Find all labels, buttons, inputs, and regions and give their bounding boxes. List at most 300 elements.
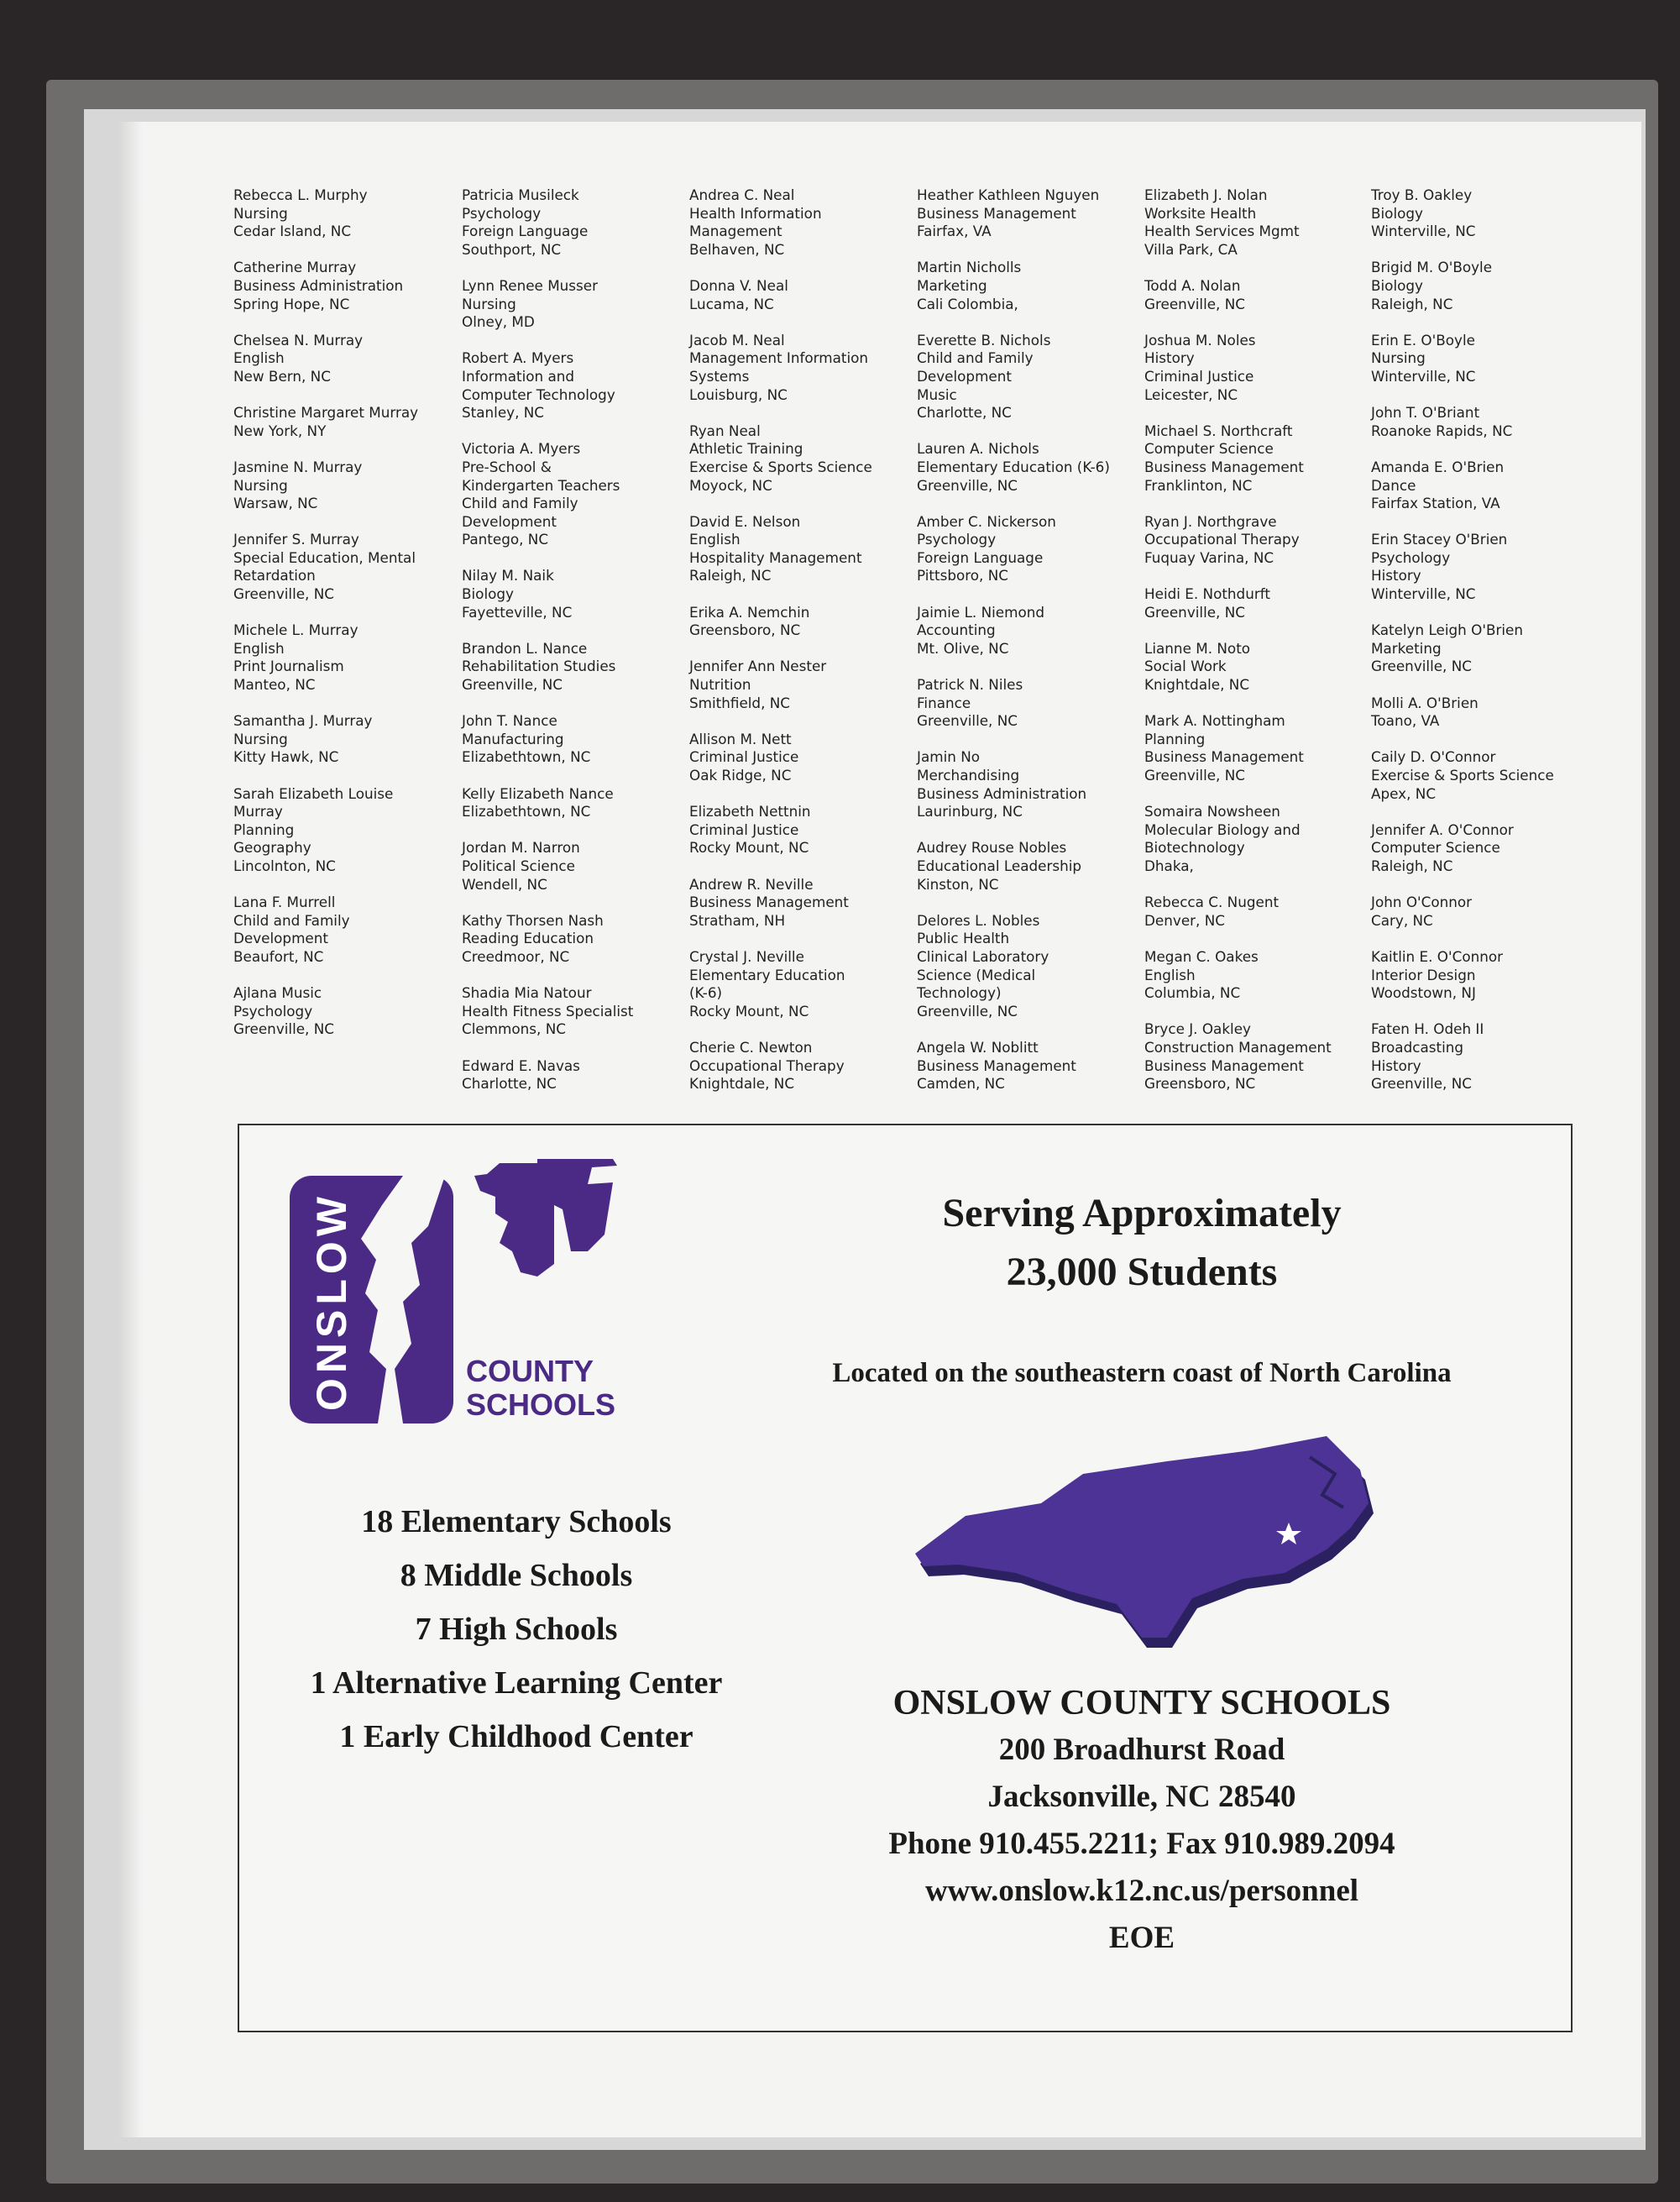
- graduate-name: Rebecca C. Nugent: [1144, 894, 1280, 911]
- graduate-name: Elizabeth J. Nolan: [1144, 186, 1268, 203]
- graduate-entry: [689, 658, 912, 712]
- graduate-detail: Worksite Health: [1144, 204, 1257, 222]
- graduate-detail: Stratham, NH: [689, 911, 786, 929]
- graduate-detail: Manteo, NC: [233, 676, 316, 694]
- graduate-name: Cherie C. Newton: [689, 1038, 813, 1056]
- graduate-detail: Greenville, NC: [1371, 1075, 1473, 1093]
- graduate-entry: [1371, 695, 1594, 731]
- graduate-entry: [1371, 1020, 1594, 1093]
- graduate-entry: [233, 712, 456, 767]
- graduate-detail: Occupational Therapy: [689, 1056, 845, 1074]
- graduate-detail: Finance: [917, 694, 971, 711]
- graduate-entry: [233, 259, 456, 313]
- graduate-entry: [1371, 186, 1594, 241]
- graduate-detail: Greenville, NC: [1144, 603, 1246, 621]
- graduate-name: Mark A. Nottingham: [1144, 712, 1285, 730]
- graduate-detail: Charlotte, NC: [917, 404, 1012, 422]
- graduate-detail: (K-6): [689, 984, 723, 1002]
- graduate-entry: [1371, 259, 1594, 313]
- contact-address: 200 Broadhurst Road: [998, 1733, 1285, 1767]
- contact-phone: Phone 910.455.2211; Fax 910.989.2094: [888, 1827, 1395, 1861]
- graduate-detail: Merchandising: [917, 767, 1020, 784]
- graduate-name: Somaira Nowsheen: [1144, 803, 1280, 821]
- graduate-detail: Nursing: [462, 295, 516, 312]
- graduate-detail: Reading Education: [462, 930, 594, 947]
- graduate-entry: [917, 259, 1139, 313]
- graduate-detail: Moyock, NC: [689, 476, 772, 494]
- graduate-entry: [1371, 404, 1594, 440]
- graduate-detail: Fuquay Varina, NC: [1144, 548, 1274, 566]
- school-count-line: 1 Alternative Learning Center: [310, 1665, 723, 1701]
- graduate-detail: Rocky Mount, NC: [689, 1002, 809, 1020]
- graduate-detail: Science (Medical: [917, 966, 1036, 983]
- graduate-detail: Management Information: [689, 349, 869, 367]
- graduate-entry: [917, 839, 1139, 894]
- graduate-detail: Southport, NC: [462, 240, 562, 258]
- graduate-detail: Marketing: [1371, 639, 1442, 657]
- graduate-name: Jordan M. Narron: [462, 839, 580, 857]
- logo-schools-text: SCHOOLS: [466, 1387, 616, 1422]
- graduate-detail: Health Information: [689, 204, 822, 222]
- graduate-detail: Business Management: [1144, 1056, 1304, 1074]
- graduate-name: Kathy Thorsen Nash: [462, 911, 604, 929]
- graduate-name: Joshua M. Noles: [1144, 331, 1256, 349]
- graduate-detail: Oak Ridge, NC: [689, 767, 792, 784]
- location-text: Located on the southeastern coast of North Carolina: [832, 1358, 1452, 1388]
- graduate-detail: Planning: [233, 821, 295, 838]
- graduate-detail: Lincolnton, NC: [233, 857, 336, 874]
- graduate-entry: [917, 1039, 1139, 1093]
- graduate-entry: [689, 876, 912, 931]
- graduate-detail: English: [233, 639, 285, 657]
- graduate-entry: [917, 676, 1139, 731]
- graduate-detail: Retardation: [233, 567, 316, 585]
- graduate-detail: Greensboro, NC: [1144, 1075, 1256, 1093]
- graduate-name: Samantha J. Murray: [233, 712, 373, 730]
- directory-column: [1144, 186, 1367, 1111]
- graduate-entry: [1371, 948, 1594, 1003]
- graduate-entry: [689, 1039, 912, 1093]
- graduate-entry: [689, 948, 912, 1020]
- graduate-detail: Biology: [1371, 276, 1423, 294]
- graduate-entry: [462, 349, 684, 422]
- graduate-detail: Knightdale, NC: [689, 1075, 795, 1093]
- graduate-detail: Exercise & Sports Science: [1371, 767, 1554, 784]
- graduate-entry: [233, 785, 456, 876]
- graduate-entry: [1144, 1020, 1367, 1093]
- graduate-entry: [1144, 948, 1367, 1003]
- graduate-name: Michele L. Murray: [233, 621, 359, 639]
- graduate-detail: Health Services Mgmt: [1144, 223, 1300, 240]
- graduate-name: Shadia Mia Natour: [462, 984, 592, 1002]
- graduate-entry: [462, 567, 684, 621]
- graduate-detail: Greensboro, NC: [689, 621, 801, 639]
- graduate-detail: History: [1371, 567, 1421, 585]
- graduate-detail: Business Management: [917, 204, 1076, 222]
- graduate-entry: [1371, 459, 1594, 513]
- graduate-entry: [233, 404, 456, 440]
- gutter-shadow: [118, 122, 143, 2137]
- graduate-detail: Fairfax Station, VA: [1371, 495, 1500, 512]
- graduate-name: Victoria A. Myers: [462, 440, 581, 458]
- graduate-detail: Laurinburg, NC: [917, 803, 1023, 821]
- graduate-name: Lauren A. Nichols: [917, 440, 1039, 458]
- graduate-entry: [1371, 531, 1594, 603]
- graduate-detail: Creedmoor, NC: [462, 947, 570, 965]
- graduate-detail: Foreign Language: [462, 223, 589, 240]
- graduate-detail: Special Education, Mental: [233, 548, 416, 566]
- graduate-entry: [233, 894, 456, 966]
- graduate-detail: Criminal Justice: [689, 748, 799, 766]
- graduate-detail: Toano, VA: [1371, 712, 1440, 730]
- graduate-detail: Pre-School &: [462, 458, 552, 475]
- graduate-name: Amanda E. O'Brien: [1371, 458, 1505, 475]
- graduate-detail: Beaufort, NC: [233, 947, 324, 965]
- graduate-entry: [917, 748, 1139, 821]
- graduate-detail: Development: [917, 367, 1012, 385]
- graduate-entry: [233, 984, 456, 1039]
- graduate-detail: Murray: [233, 803, 283, 821]
- graduate-entry: [1144, 640, 1367, 695]
- graduate-detail: Marketing: [917, 276, 987, 294]
- graduate-detail: Criminal Justice: [1144, 367, 1254, 385]
- graduate-detail: Mt. Olive, NC: [917, 639, 1009, 657]
- graduate-detail: Winterville, NC: [1371, 223, 1476, 240]
- graduate-detail: Fairfax, VA: [917, 223, 992, 240]
- graduate-detail: Greenville, NC: [1144, 767, 1246, 784]
- graduate-entry: [689, 731, 912, 785]
- graduate-name: Allison M. Nett: [689, 730, 792, 747]
- graduate-detail: Winterville, NC: [1371, 367, 1476, 385]
- graduate-entry: [689, 186, 912, 259]
- graduate-detail: Nursing: [1371, 349, 1426, 367]
- graduate-detail: Greenville, NC: [917, 712, 1018, 730]
- graduate-name: Patrick N. Niles: [917, 676, 1023, 694]
- directory-column: [1371, 186, 1594, 1111]
- graduate-detail: Cali Colombia,: [917, 295, 1018, 312]
- graduate-name: Erin Stacey O'Brien: [1371, 531, 1508, 548]
- graduate-detail: Greenville, NC: [917, 476, 1018, 494]
- graduate-detail: Leicester, NC: [1144, 385, 1238, 403]
- contact-city: Jacksonville, NC 28540: [987, 1780, 1296, 1814]
- graduate-entry: [917, 186, 1139, 241]
- graduate-entry: [689, 422, 912, 495]
- graduate-entry: [233, 531, 456, 603]
- graduate-detail: Woodstown, NJ: [1371, 984, 1476, 1002]
- graduate-entry: [1371, 332, 1594, 386]
- directory-column: [233, 186, 456, 1057]
- graduate-detail: Belhaven, NC: [689, 240, 785, 258]
- graduate-name: Molli A. O'Brien: [1371, 694, 1479, 711]
- headline-line: Serving Approximately: [942, 1191, 1342, 1235]
- graduate-detail: Hospitality Management: [689, 548, 862, 566]
- graduate-detail: Nursing: [233, 476, 288, 494]
- graduate-entry: [1144, 422, 1367, 495]
- graduate-detail: Charlotte, NC: [462, 1075, 557, 1093]
- graduate-detail: Greenville, NC: [1144, 295, 1246, 312]
- graduate-detail: Elizabethtown, NC: [462, 748, 591, 766]
- graduate-detail: History: [1371, 1056, 1421, 1074]
- graduate-detail: Kitty Hawk, NC: [233, 748, 339, 766]
- graduate-detail: Camden, NC: [917, 1075, 1005, 1093]
- directory-column: [689, 186, 912, 1111]
- graduate-entry: [917, 513, 1139, 585]
- graduate-detail: Dance: [1371, 476, 1416, 494]
- contact-name: ONSLOW COUNTY SCHOOLS: [892, 1684, 1391, 1722]
- graduate-detail: Elizabethtown, NC: [462, 803, 591, 821]
- onslow-logo: [285, 1159, 638, 1428]
- graduate-detail: Biotechnology: [1144, 839, 1245, 857]
- onslow-county-schools-ad: [238, 1124, 1573, 2032]
- graduate-name: Kaitlin E. O'Connor: [1371, 947, 1504, 965]
- school-counts: [239, 1495, 793, 1764]
- graduate-detail: Foreign Language: [917, 548, 1044, 566]
- graduate-detail: Kinston, NC: [917, 875, 999, 893]
- graduate-name: Jennifer Ann Nester: [689, 658, 827, 675]
- graduate-name: Christine Margaret Murray: [233, 404, 419, 422]
- graduate-detail: Child and Family: [917, 349, 1034, 367]
- graduate-detail: Franklinton, NC: [1144, 476, 1253, 494]
- graduate-entry: [689, 332, 912, 404]
- graduate-name: Brandon L. Nance: [462, 639, 588, 657]
- graduate-name: Jasmine N. Murray: [233, 458, 363, 475]
- graduate-detail: Psychology: [233, 1002, 313, 1020]
- graduate-detail: Cedar Island, NC: [233, 223, 352, 240]
- graduate-detail: Raleigh, NC: [1371, 295, 1453, 312]
- graduate-entry: [1371, 748, 1594, 803]
- graduate-entry: [1144, 894, 1367, 930]
- graduate-detail: Stanley, NC: [462, 404, 545, 422]
- graduate-detail: Pittsboro, NC: [917, 567, 1008, 585]
- graduate-detail: Criminal Justice: [689, 821, 799, 838]
- graduate-detail: Greenville, NC: [233, 585, 335, 603]
- graduate-name: Lana F. Murrell: [233, 894, 336, 911]
- graduate-entry: [462, 712, 684, 767]
- contact-website[interactable]: www.onslow.k12.nc.us/personnel: [924, 1874, 1359, 1908]
- graduate-detail: Social Work: [1144, 658, 1227, 675]
- headline-line: 23,000 Students: [1006, 1250, 1278, 1294]
- contact-eoe: EOE: [1108, 1921, 1175, 1955]
- graduate-detail: Clemmons, NC: [462, 1020, 566, 1038]
- graduate-name: Nilay M. Naik: [462, 567, 554, 585]
- graduate-name: Crystal J. Neville: [689, 947, 804, 965]
- graduate-detail: Planning: [1144, 730, 1206, 747]
- graduate-entry: [917, 440, 1139, 495]
- graduate-name: John T. Nance: [462, 712, 557, 730]
- graduate-name: Jennifer A. O'Connor: [1371, 821, 1514, 838]
- graduate-name: Chelsea N. Murray: [233, 331, 364, 349]
- graduate-detail: Biology: [1371, 204, 1423, 222]
- graduate-detail: Music: [917, 385, 957, 403]
- graduate-detail: History: [1144, 349, 1195, 367]
- graduate-detail: Occupational Therapy: [1144, 531, 1300, 548]
- graduate-entry: [1144, 712, 1367, 784]
- graduate-name: Lynn Renee Musser: [462, 276, 599, 294]
- graduate-detail: Apex, NC: [1371, 784, 1437, 802]
- graduate-detail: Business Management: [1144, 748, 1304, 766]
- graduate-detail: Rehabilitation Studies: [462, 658, 616, 675]
- graduate-name: Edward E. Navas: [462, 1056, 580, 1074]
- graduate-name: Jaimie L. Niemond: [917, 603, 1045, 621]
- graduate-detail: Knightdale, NC: [1144, 676, 1250, 694]
- graduate-entry: [233, 621, 456, 694]
- graduate-detail: Olney, MD: [462, 313, 535, 331]
- graduate-name: David E. Nelson: [689, 512, 801, 530]
- graduate-detail: Greenville, NC: [462, 676, 563, 694]
- graduate-entry: [689, 277, 912, 313]
- graduate-detail: Spring Hope, NC: [233, 295, 350, 312]
- graduate-detail: Accounting: [917, 621, 996, 639]
- graduate-entry: [1144, 186, 1367, 259]
- graduate-detail: Development: [462, 512, 557, 530]
- graduate-detail: Educational Leadership: [917, 857, 1082, 874]
- graduate-name: Rebecca L. Murphy: [233, 186, 368, 203]
- graduate-detail: Biology: [462, 585, 514, 603]
- graduate-entry: [1371, 894, 1594, 930]
- school-count-line: 18 Elementary Schools: [361, 1504, 672, 1539]
- graduate-detail: Child and Family: [462, 495, 578, 512]
- graduate-detail: Greenville, NC: [1371, 658, 1473, 675]
- graduate-name: Kelly Elizabeth Nance: [462, 784, 614, 802]
- directory-column: [917, 186, 1139, 1111]
- north-carolina-map-icon: [890, 1423, 1394, 1650]
- graduate-detail: Manufacturing: [462, 730, 564, 747]
- graduate-name: Caily D. O'Connor: [1371, 748, 1496, 766]
- graduate-detail: Public Health: [917, 930, 1010, 947]
- graduate-entry: [1144, 803, 1367, 875]
- graduate-detail: Business Management: [1144, 458, 1304, 475]
- graduate-entry: [1371, 821, 1594, 876]
- graduate-detail: Interior Design: [1371, 966, 1476, 983]
- school-count-line: 7 High Schools: [415, 1612, 618, 1647]
- graduate-detail: Lucama, NC: [689, 295, 774, 312]
- graduate-entry: [1144, 513, 1367, 568]
- graduate-name: Brigid M. O'Boyle: [1371, 259, 1493, 276]
- graduate-detail: Raleigh, NC: [1371, 857, 1453, 874]
- graduate-detail: Business Administration: [917, 784, 1087, 802]
- graduate-detail: Nursing: [233, 730, 288, 747]
- graduate-name: Amber C. Nickerson: [917, 512, 1056, 530]
- graduate-name: Erin E. O'Boyle: [1371, 331, 1475, 349]
- graduate-detail: Elementary Education (K-6): [917, 458, 1110, 475]
- graduate-name: Audrey Rouse Nobles: [917, 839, 1067, 857]
- graduate-detail: Elementary Education: [689, 966, 845, 983]
- graduate-detail: Business Management: [689, 894, 849, 911]
- graduate-name: Troy B. Oakley: [1371, 186, 1473, 203]
- graduate-detail: Computer Science: [1371, 839, 1500, 857]
- graduate-entry: [462, 785, 684, 821]
- graduate-name: Ryan J. Northgrave: [1144, 512, 1277, 530]
- graduate-detail: Clinical Laboratory: [917, 947, 1049, 965]
- graduate-detail: Winterville, NC: [1371, 585, 1476, 603]
- graduate-name: Todd A. Nolan: [1144, 276, 1241, 294]
- graduate-detail: Rocky Mount, NC: [689, 839, 809, 857]
- graduate-detail: Psychology: [462, 204, 542, 222]
- graduate-detail: Greenville, NC: [917, 1002, 1018, 1020]
- graduate-name: Sarah Elizabeth Louise: [233, 784, 394, 802]
- directory-column: [462, 186, 684, 1111]
- graduate-detail: Dhaka,: [1144, 857, 1194, 874]
- graduate-name: Jacob M. Neal: [689, 331, 785, 349]
- graduate-detail: Broadcasting: [1371, 1038, 1464, 1056]
- ad-text-block: [751, 1184, 1532, 1962]
- graduate-detail: Child and Family: [233, 911, 350, 929]
- graduate-name: Patricia Musileck: [462, 186, 579, 203]
- graduate-detail: Villa Park, CA: [1144, 240, 1238, 258]
- graduate-name: Megan C. Oakes: [1144, 947, 1259, 965]
- graduate-entry: [1144, 332, 1367, 404]
- graduate-detail: Warsaw, NC: [233, 495, 318, 512]
- graduate-detail: Exercise & Sports Science: [689, 458, 872, 475]
- graduate-detail: Management: [689, 223, 782, 240]
- graduate-entry: [462, 186, 684, 259]
- graduate-entry: [233, 186, 456, 241]
- graduate-detail: English: [1144, 966, 1196, 983]
- graduate-entry: [689, 803, 912, 857]
- graduate-entry: [1144, 277, 1367, 313]
- graduate-detail: Wendell, NC: [462, 875, 547, 893]
- graduate-name: Jennifer S. Murray: [233, 531, 359, 548]
- graduate-detail: Print Journalism: [233, 658, 344, 675]
- graduate-entry: [462, 277, 684, 332]
- graduate-name: Andrew R. Neville: [689, 875, 814, 893]
- graduate-entry: [689, 513, 912, 585]
- graduate-detail: Development: [233, 930, 328, 947]
- graduate-detail: Greenville, NC: [233, 1020, 335, 1038]
- logo-vertical-text: ONSLOW: [308, 1192, 355, 1411]
- graduate-detail: Nutrition: [689, 676, 751, 694]
- graduate-detail: Psychology: [917, 531, 997, 548]
- graduate-name: Michael S. Northcraft: [1144, 422, 1293, 439]
- graduate-entry: [462, 839, 684, 894]
- graduate-detail: Columbia, NC: [1144, 984, 1241, 1002]
- graduate-name: Robert A. Myers: [462, 349, 574, 367]
- graduate-entry: [462, 440, 684, 549]
- graduate-detail: Computer Technology: [462, 385, 615, 403]
- graduate-name: Jamin No: [917, 748, 981, 766]
- school-count-line: 8 Middle Schools: [400, 1558, 633, 1593]
- graduate-detail: Health Fitness Specialist: [462, 1002, 634, 1020]
- graduate-name: Angela W. Noblitt: [917, 1038, 1039, 1056]
- graduate-detail: Molecular Biology and: [1144, 821, 1301, 838]
- graduate-name: Catherine Murray: [233, 259, 357, 276]
- graduate-entry: [462, 1057, 684, 1093]
- graduate-entry: [462, 640, 684, 695]
- graduate-name: Bryce J. Oakley: [1144, 1020, 1251, 1038]
- graduate-directory: [233, 186, 1577, 1110]
- graduate-detail: Information and: [462, 367, 575, 385]
- graduate-name: Faten H. Odeh II: [1371, 1020, 1484, 1038]
- graduate-detail: Kindergarten Teachers: [462, 476, 620, 494]
- graduate-name: Katelyn Leigh O'Brien: [1371, 621, 1523, 639]
- graduate-detail: English: [689, 531, 741, 548]
- graduate-name: John O'Connor: [1371, 894, 1473, 911]
- graduate-entry: [917, 912, 1139, 1021]
- graduate-detail: Nursing: [233, 204, 288, 222]
- graduate-name: Heidi E. Nothdurft: [1144, 585, 1270, 603]
- graduate-name: John T. O'Briant: [1371, 404, 1480, 422]
- graduate-name: Everette B. Nichols: [917, 331, 1051, 349]
- graduate-entry: [917, 332, 1139, 422]
- graduate-entry: [1371, 621, 1594, 676]
- graduate-detail: English: [233, 349, 285, 367]
- graduate-name: Ajlana Music: [233, 984, 322, 1002]
- graduate-detail: Technology): [917, 984, 1002, 1002]
- graduate-detail: Geography: [233, 839, 311, 857]
- graduate-detail: New Bern, NC: [233, 367, 331, 385]
- graduate-detail: Psychology: [1371, 548, 1451, 566]
- graduate-detail: Political Science: [462, 857, 575, 874]
